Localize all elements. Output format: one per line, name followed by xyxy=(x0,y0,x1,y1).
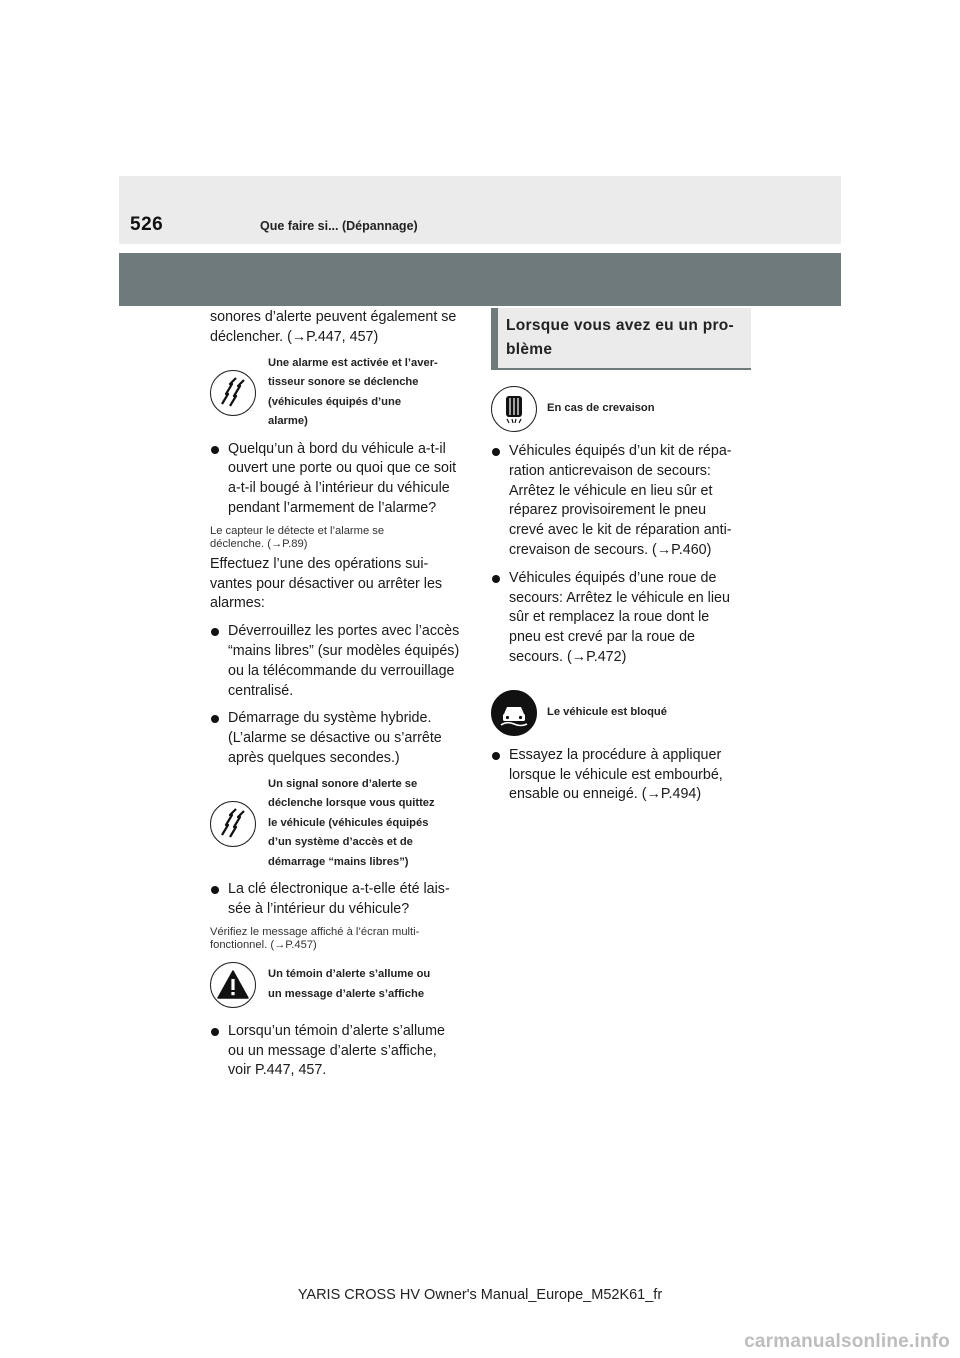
text-span: fonctionnel. ( xyxy=(210,938,275,951)
heading-line: Un témoin d’alerte s’allume ou xyxy=(268,968,431,981)
alarm-heading-block xyxy=(210,354,470,432)
bullet-icon xyxy=(492,448,500,456)
bullet-icon xyxy=(211,715,219,723)
list-item xyxy=(210,622,470,701)
text-line: vantes pour désactiver ou arrêter les xyxy=(210,575,443,592)
text-span: secours. ( xyxy=(509,648,572,665)
right-column xyxy=(491,308,751,805)
text-line: sée à l’intérieur du véhicule? xyxy=(228,901,410,918)
arrow-icon: → xyxy=(646,786,661,803)
bullet-icon xyxy=(211,1028,219,1036)
alarm-lightning-icon xyxy=(210,801,256,847)
page-header xyxy=(119,176,841,244)
text-line: Quelqu’un à bord du véhicule a-t-il xyxy=(228,440,446,457)
text-line: La clé électronique a-t-elle été lais- xyxy=(228,881,450,898)
heading-line: d’un système d’accès et de xyxy=(268,836,413,849)
bullet-icon xyxy=(211,628,219,636)
text-line: ou la télécommande du verrouillage xyxy=(228,662,455,679)
text-line: voir P.447, 457. xyxy=(228,1062,327,1079)
page-reference[interactable]: P.447, 457) xyxy=(306,328,379,345)
left-column xyxy=(210,308,470,1081)
text-line: Effectuez l’une des opérations sui- xyxy=(210,555,429,572)
note xyxy=(210,926,470,952)
heading-line: En cas de crevaison xyxy=(547,402,655,415)
list-item xyxy=(210,440,470,519)
warning-heading-block xyxy=(210,962,470,1008)
alarm-lightning-icon xyxy=(210,370,256,416)
arrow-icon: → xyxy=(656,541,672,558)
heading-line: alarme) xyxy=(268,415,308,428)
bullet-icon xyxy=(211,446,219,454)
page-number: 526 xyxy=(130,214,164,235)
text-line: Le capteur le détecte et l’alarme se xyxy=(210,524,385,537)
signal-heading-block xyxy=(210,775,470,873)
text-line: réparez provisoirement le pneu xyxy=(509,502,707,519)
heading-line: Le véhicule est bloqué xyxy=(547,706,667,719)
stuck-vehicle-icon xyxy=(491,690,537,736)
list-item xyxy=(210,1022,470,1081)
heading-line: (véhicules équipés d’une xyxy=(268,395,402,408)
list-item xyxy=(210,709,470,768)
page-reference[interactable]: P.460) xyxy=(671,541,712,558)
warning-triangle-icon xyxy=(210,962,256,1008)
arrow-icon: → xyxy=(274,938,286,951)
section-title-line: Lorsque vous avez eu un pro- xyxy=(506,317,735,334)
list-item xyxy=(491,746,751,805)
text-line: Véhicules équipés d’une roue de xyxy=(509,569,717,586)
text-line: ration anticrevaison de secours: xyxy=(509,462,711,479)
text-line: a-t-il bougé à l’intérieur du véhicule xyxy=(228,480,450,497)
bullet-icon xyxy=(492,752,500,760)
text-line xyxy=(509,541,751,561)
page-reference[interactable]: P.457) xyxy=(285,938,317,951)
paragraph xyxy=(210,555,470,614)
text-line: secours: Arrêtez le véhicule en lieu xyxy=(509,589,730,606)
arrow-icon: → xyxy=(291,328,307,345)
warning-heading-text xyxy=(268,965,430,1004)
text-line: ouvert une porte ou quoi que ce soit xyxy=(228,460,457,477)
text-span: déclencher. ( xyxy=(210,328,292,345)
section-heading xyxy=(491,308,751,370)
heading-line: un message d’alerte s’affiche xyxy=(268,987,425,1000)
section-title-line: blème xyxy=(506,341,553,358)
arrow-icon: → xyxy=(571,648,587,665)
watermark: carmanualsonline.info xyxy=(744,1331,950,1352)
text-line: (L’alarme se désactive ou s’arrête xyxy=(228,730,442,747)
bullet-icon xyxy=(492,575,500,583)
heading-line: Une alarme est activée et l’aver- xyxy=(268,356,438,369)
text-span: crevaison de secours. ( xyxy=(509,541,657,558)
page-reference[interactable]: P.89) xyxy=(282,537,308,550)
text-line xyxy=(509,785,751,805)
flat-tire-icon xyxy=(491,386,537,432)
heading-line: démarrage “mains libres”) xyxy=(268,855,409,868)
heading-line: Un signal sonore d’alerte se xyxy=(268,777,418,790)
text-line: Lorsqu’un témoin d’alerte s’allume xyxy=(228,1022,445,1039)
text-line: pneu est crevé par la roue de xyxy=(509,629,695,646)
alarm-heading-text xyxy=(268,354,438,432)
note xyxy=(210,525,470,551)
list-item xyxy=(491,569,751,668)
page-reference[interactable]: P.494) xyxy=(660,786,702,803)
text-span: déclenche. ( xyxy=(210,537,271,550)
list-item xyxy=(210,880,470,920)
text-line: Déverrouillez les portes avec l’accès xyxy=(228,623,460,640)
text-line: Démarrage du système hybride. xyxy=(228,710,432,727)
text-line: “mains libres” (sur modèles équipés) xyxy=(228,642,460,659)
heading-line: le véhicule (véhicules équipés xyxy=(268,816,429,829)
list-item xyxy=(491,442,751,561)
text-line xyxy=(210,328,470,348)
flat-tire-heading-block xyxy=(491,386,751,432)
page-reference[interactable]: P.472) xyxy=(586,648,627,665)
text-line: alarmes: xyxy=(210,595,265,612)
text-span: ensable ou enneigé. ( xyxy=(509,786,647,803)
signal-heading-text xyxy=(268,775,435,873)
bullet-icon xyxy=(211,886,219,894)
chapter-title: Que faire si... (Dépannage) xyxy=(260,219,418,233)
heading-line: déclenche lorsque vous quittez xyxy=(268,797,435,810)
page-footer: YARIS CROSS HV Owner's Manual_Europe_M52K61_fr xyxy=(297,1287,663,1303)
text-line: pendant l’armement de l’alarme? xyxy=(228,499,437,516)
text-line: Arrêtez le véhicule en lieu sûr et xyxy=(509,482,713,499)
header-band xyxy=(119,253,841,306)
intro-paragraph xyxy=(210,308,470,348)
text-line: crevé avec le kit de réparation anti- xyxy=(509,522,732,539)
text-line xyxy=(210,538,470,551)
text-line: Véhicules équipés d’un kit de répa- xyxy=(509,443,732,459)
text-line: sonores d’alerte peuvent également se xyxy=(210,309,457,325)
text-line: centralisé. xyxy=(228,682,294,699)
text-line: ou un message d’alerte s’affiche, xyxy=(228,1042,437,1059)
heading-line: tisseur sonore se déclenche xyxy=(268,376,419,389)
text-line: Essayez la procédure à appliquer xyxy=(509,746,722,763)
text-line: Vérifiez le message affiché à l’écran multi- xyxy=(210,925,420,938)
text-line: après quelques secondes.) xyxy=(228,749,400,766)
text-line xyxy=(210,939,470,952)
arrow-icon: → xyxy=(270,537,283,550)
text-line: sûr et remplacez la roue dont le xyxy=(509,609,710,626)
text-line xyxy=(509,648,751,668)
stuck-vehicle-heading-block xyxy=(491,690,751,736)
text-line: lorsque le véhicule est embourbé, xyxy=(509,766,723,783)
